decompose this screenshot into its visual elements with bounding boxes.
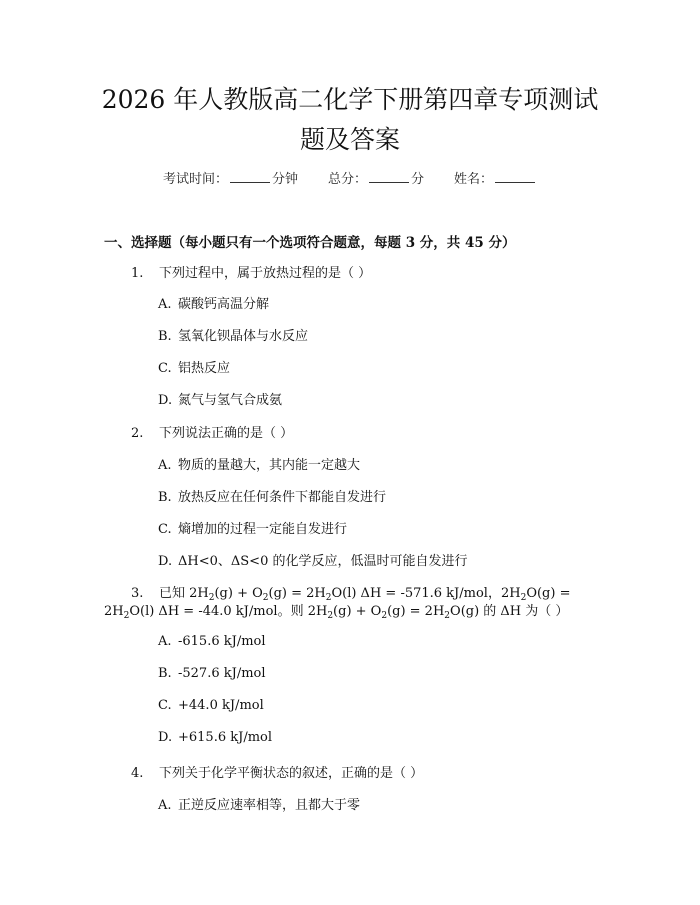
option-item (158, 486, 386, 505)
document-title (60, 80, 640, 160)
section-heading: 一、选择题（每小题只有一个选项符合题意，每题 3 分，共 45 分） (104, 235, 516, 251)
question-text: (g) = 2H (387, 604, 445, 619)
option-letter: A. (158, 458, 172, 473)
title-line-2: 题及答案 (299, 125, 400, 154)
question-number: 2. (131, 426, 144, 441)
option-item (158, 293, 269, 312)
option-letter: C. (158, 522, 172, 537)
total-score-unit: 分 (411, 172, 425, 187)
option-item (158, 550, 467, 569)
option-item (158, 698, 264, 713)
total-score-label: 总分： (327, 172, 367, 187)
option-letter: A. (158, 798, 172, 813)
question-text: O(g) = (526, 586, 571, 601)
option-item (158, 730, 272, 745)
option-text: 熵增加的过程一定能自发进行 (178, 522, 348, 537)
option-item (158, 634, 266, 649)
title-line-1: 2026 年人教版高二化学下册第四章专项测试 (101, 85, 599, 114)
option-text: 碳酸钙高温分解 (178, 297, 270, 312)
option-text: -615.6 kJ/mol (178, 634, 266, 649)
option-letter: A. (158, 634, 172, 649)
exam-time-unit: 分钟 (271, 172, 298, 187)
question-stem (131, 262, 371, 281)
question-text: 下列过程中，属于放热过程的是（ ） (159, 266, 372, 281)
option-text: 放热反应在任何条件下都能自发进行 (178, 490, 387, 505)
option-text: ΔH<0、ΔS<0 的化学反应，低温时可能自发进行 (178, 554, 468, 569)
option-item (158, 666, 266, 681)
subscript: 2 (208, 593, 215, 603)
question-text: (g) = 2H (268, 586, 326, 601)
option-text: +615.6 kJ/mol (178, 730, 273, 745)
question-number: 1. (131, 266, 144, 281)
question-text: O(l) ΔH = -571.6 kJ/mol，2H (331, 586, 521, 601)
option-letter: B. (158, 329, 172, 344)
question-stem (131, 762, 423, 781)
exam-time-field (163, 168, 298, 187)
option-letter: C. (158, 698, 172, 713)
option-letter: A. (158, 297, 172, 312)
subscript: 2 (520, 593, 527, 603)
question-text: (g) + O (333, 604, 382, 619)
exam-info-row (0, 168, 700, 187)
subscript: 2 (444, 611, 451, 621)
option-item (158, 325, 308, 344)
subscript: 2 (325, 593, 332, 603)
question-number: 4. (131, 766, 144, 781)
option-item (158, 518, 347, 537)
exam-time-label: 考试时间： (162, 172, 228, 187)
option-letter: B. (158, 490, 172, 505)
question-text: O(g) 的 ΔH 为（ ） (450, 604, 569, 619)
subscript: 2 (262, 593, 269, 603)
option-text: +44.0 kJ/mol (178, 698, 264, 713)
question-text: 下列说法正确的是（ ） (159, 426, 294, 441)
question-text: (g) + O (214, 586, 263, 601)
option-letter: D. (158, 554, 173, 569)
option-letter: D. (158, 393, 173, 408)
option-item (158, 389, 282, 408)
student-name-field (454, 168, 537, 187)
question-text: 已知 2H (159, 586, 209, 601)
exam-time-blank (230, 170, 270, 183)
option-item (158, 357, 230, 376)
subscript: 2 (123, 611, 130, 621)
option-text: -527.6 kJ/mol (178, 666, 266, 681)
question-text: 2H (104, 604, 124, 619)
option-text: 氮气与氢气合成氨 (178, 393, 283, 408)
question-stem-continued (104, 600, 568, 621)
student-name-label: 姓名： (454, 172, 494, 187)
option-letter: B. (158, 666, 172, 681)
total-score-blank (369, 170, 409, 183)
student-name-blank (495, 170, 535, 183)
option-letter: D. (158, 730, 173, 745)
subscript: 2 (381, 611, 388, 621)
option-text: 氢氧化钡晶体与水反应 (178, 329, 309, 344)
question-text: O(l) ΔH = -44.0 kJ/mol。则 2H (129, 604, 328, 619)
question-number: 3. (131, 586, 144, 601)
option-letter: C. (158, 361, 172, 376)
option-text: 正逆反应速率相等，且都大于零 (178, 798, 361, 813)
option-text: 物质的量越大，其内能一定越大 (178, 458, 361, 473)
question-stem (131, 422, 293, 441)
option-text: 铝热反应 (178, 361, 231, 376)
question-text: 下列关于化学平衡状态的叙述，正确的是（ ） (159, 766, 424, 781)
subscript: 2 (327, 611, 334, 621)
option-item (158, 454, 360, 473)
total-score-field (328, 168, 424, 187)
option-item (158, 794, 360, 813)
